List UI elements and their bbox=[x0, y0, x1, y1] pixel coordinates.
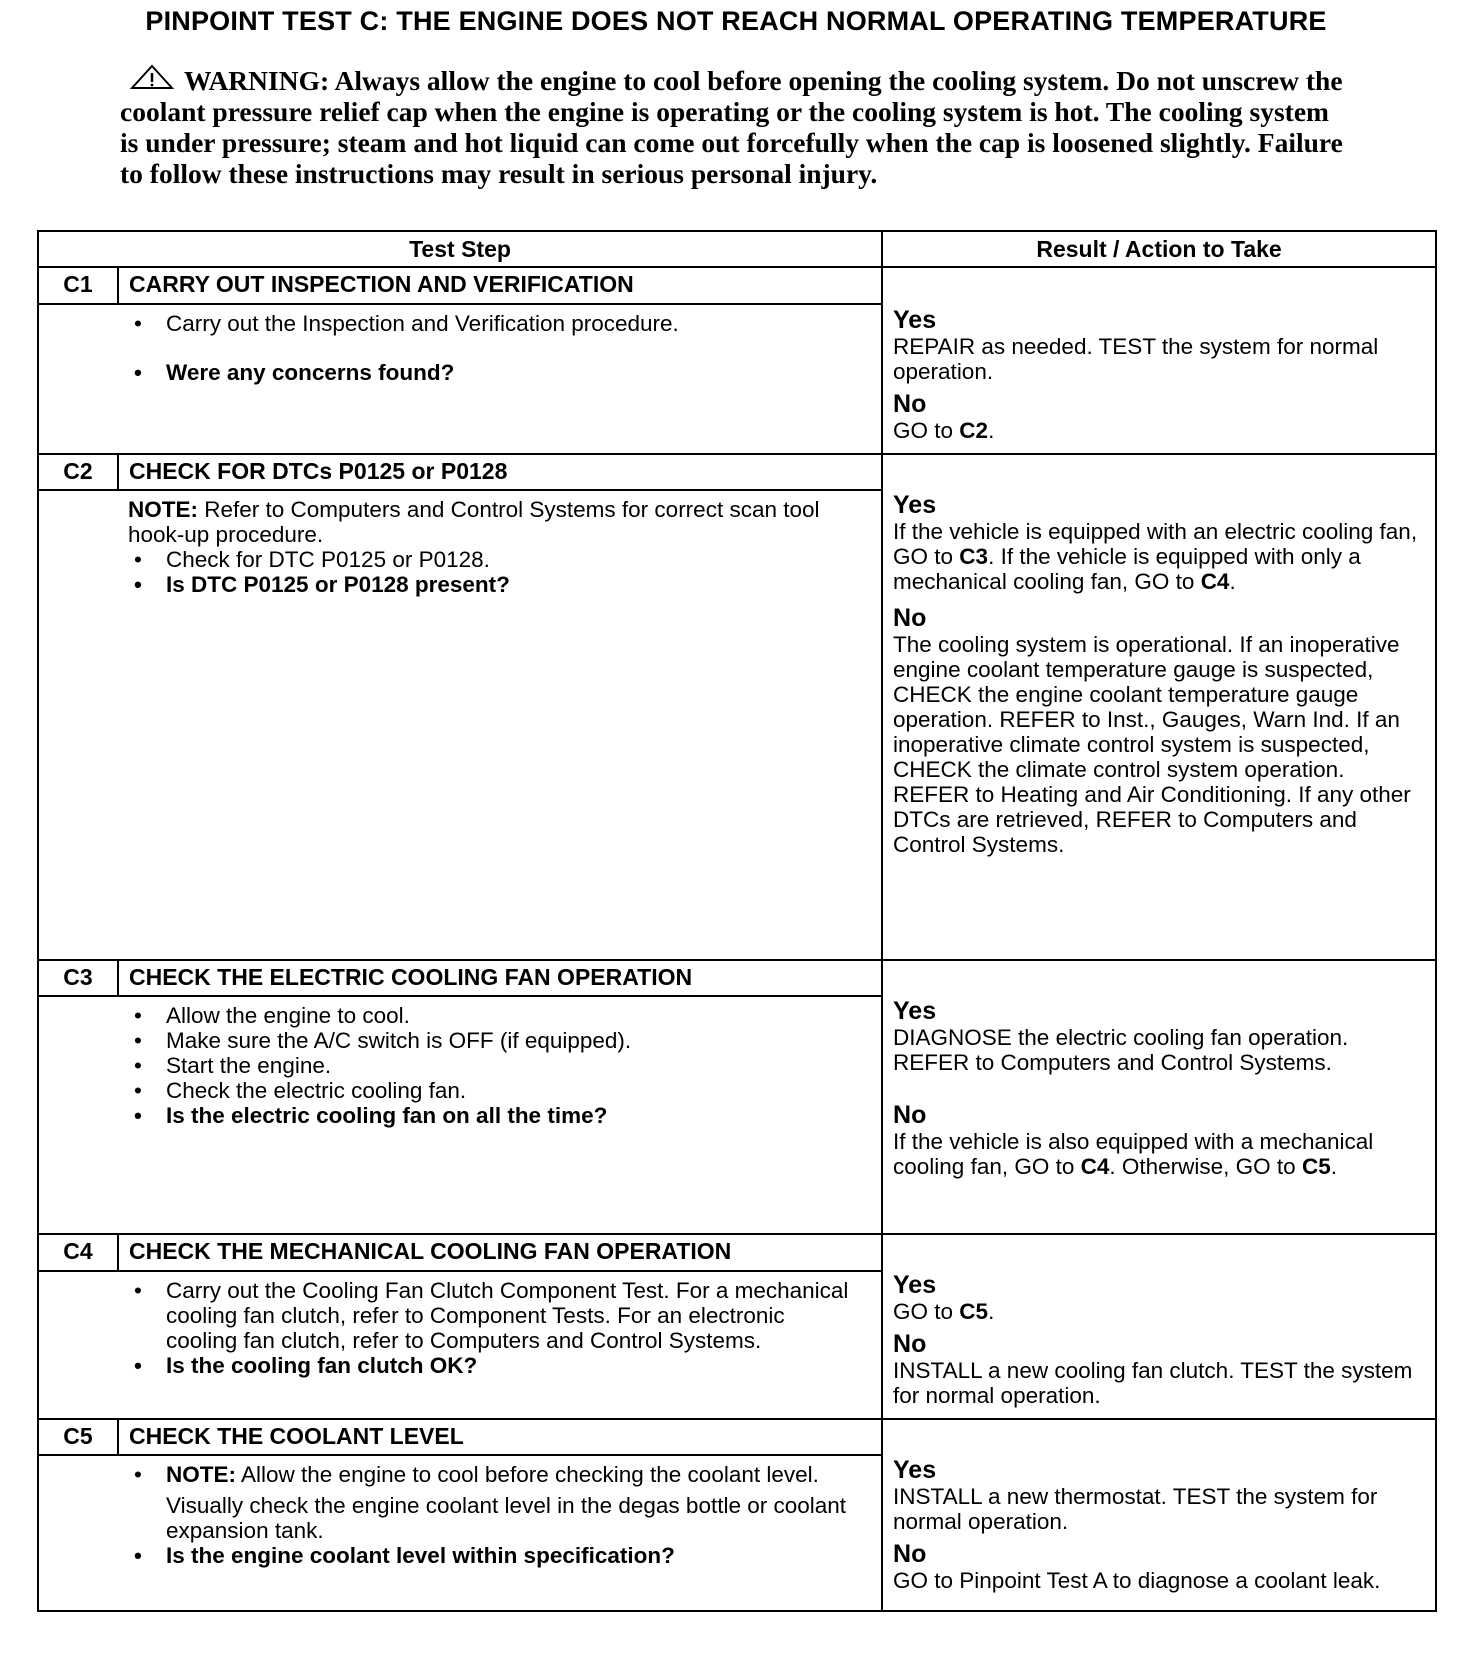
yes-label: Yes bbox=[893, 1271, 937, 1299]
no-text: INSTALL a new cooling fan clutch. TEST the system for normal operation. bbox=[893, 1358, 1413, 1408]
step-bullet: • Check for DTC P0125 or P0128. bbox=[128, 547, 861, 572]
step-id: C4 bbox=[38, 1234, 118, 1271]
step-body bbox=[118, 1455, 882, 1611]
step-id: C5 bbox=[38, 1419, 118, 1455]
no-label: No bbox=[893, 604, 927, 632]
no-text: GO to Pinpoint Test A to diagnose a coolant leak. bbox=[893, 1568, 1381, 1593]
step-title-row bbox=[38, 1419, 1436, 1455]
yes-label: Yes bbox=[893, 1456, 937, 1484]
step-result bbox=[882, 1419, 1436, 1611]
warning-text: WARNING: Always allow the engine to cool before opening the cooling system. Do not unscrew the coolant pressure relief cap when the engine is operating or the cooling system is hot. The cooling system is under pressure; steam and hot liquid can come out forcefully when the cap is loosened slightly. Failure to follow these instructions may result in serious personal injury. bbox=[120, 65, 1343, 189]
step-question: • Were any concerns found? bbox=[128, 360, 861, 385]
table-header-row bbox=[38, 231, 1436, 267]
warning-triangle-icon bbox=[130, 64, 174, 96]
yes-text: DIAGNOSE the electric cooling fan operation. REFER to Computers and Control Systems. bbox=[893, 1025, 1349, 1075]
step-bullet: • Make sure the A/C switch is OFF (if equipped). bbox=[128, 1028, 861, 1053]
no-label: No bbox=[893, 390, 927, 418]
no-text: If the vehicle is also equipped with a mechanical cooling fan, GO to C4. Otherwise, GO to C5. bbox=[893, 1129, 1374, 1179]
step-title: CHECK THE COOLANT LEVEL bbox=[118, 1419, 882, 1455]
step-body bbox=[118, 490, 882, 960]
step-body bbox=[118, 996, 882, 1234]
step-title: CHECK FOR DTCs P0125 or P0128 bbox=[118, 454, 882, 490]
no-text: The cooling system is operational. If an inoperative engine coolant temperature gauge is suspected, CHECK the engine coolant temperature gauge operation. REFER to Inst., Gauges, Warn Ind. If an inoperative climate control system is suspected, CHECK the climate control system operation. REFER to Heating and Air Conditioning. If any other DTCs are retrieved, REFER to Computers and Control Systems. bbox=[893, 632, 1411, 857]
yes-text: INSTALL a new thermostat. TEST the system for normal operation. bbox=[893, 1484, 1378, 1534]
step-question: • Is the cooling fan clutch OK? bbox=[128, 1353, 861, 1378]
header-test-step: Test Step bbox=[38, 231, 882, 267]
step-result bbox=[882, 267, 1436, 454]
step-result bbox=[882, 454, 1436, 960]
step-title: CHECK THE ELECTRIC COOLING FAN OPERATION bbox=[118, 960, 882, 996]
step-result bbox=[882, 1234, 1436, 1419]
step-title-row bbox=[38, 454, 1436, 490]
yes-text: If the vehicle is equipped with an electric cooling fan, GO to C3. If the vehicle is equipped with only a mechanical cooling fan, GO to C4. bbox=[893, 519, 1418, 594]
step-id: C1 bbox=[38, 267, 118, 304]
yes-label: Yes bbox=[893, 491, 937, 519]
yes-label: Yes bbox=[893, 997, 937, 1025]
step-bullet: • Allow the engine to cool. bbox=[128, 1003, 861, 1028]
page-title: PINPOINT TEST C: THE ENGINE DOES NOT REACH NORMAL OPERATING TEMPERATURE bbox=[145, 6, 1327, 36]
step-id: C2 bbox=[38, 454, 118, 490]
step-note: NOTE: Refer to Computers and Control Systems for correct scan tool hook-up procedure. bbox=[128, 497, 820, 547]
step-question: • Is the engine coolant level within specification? bbox=[128, 1543, 861, 1568]
no-text: GO to C2. bbox=[893, 418, 995, 443]
yes-text: REPAIR as needed. TEST the system for normal operation. bbox=[893, 334, 1379, 384]
step-body bbox=[118, 304, 882, 454]
no-label: No bbox=[893, 1101, 927, 1129]
step-bullet: • Carry out the Inspection and Verification procedure. bbox=[128, 311, 861, 336]
pinpoint-test-table bbox=[37, 230, 1437, 1612]
step-title: CHECK THE MECHANICAL COOLING FAN OPERATION bbox=[118, 1234, 882, 1271]
step-bullet: • Start the engine. bbox=[128, 1053, 861, 1078]
step-title-row bbox=[38, 1234, 1436, 1271]
no-label: No bbox=[893, 1330, 927, 1358]
step-title-row bbox=[38, 267, 1436, 304]
header-result: Result / Action to Take bbox=[882, 231, 1436, 267]
step-title: CARRY OUT INSPECTION AND VERIFICATION bbox=[118, 267, 882, 304]
step-body bbox=[118, 1271, 882, 1419]
warning-block bbox=[120, 64, 1350, 189]
step-instruction: Visually check the engine coolant level in the degas bottle or coolant expansion tank. bbox=[166, 1493, 847, 1543]
yes-label: Yes bbox=[893, 306, 937, 334]
step-id: C3 bbox=[38, 960, 118, 996]
step-note: • NOTE: Allow the engine to cool before checking the coolant level. bbox=[128, 1462, 861, 1487]
step-bullet: • Check the electric cooling fan. bbox=[128, 1078, 861, 1103]
step-question: • Is DTC P0125 or P0128 present? bbox=[128, 572, 861, 597]
no-label: No bbox=[893, 1540, 927, 1568]
step-result bbox=[882, 960, 1436, 1234]
step-question: • Is the electric cooling fan on all the time? bbox=[128, 1103, 861, 1128]
step-bullet: • Carry out the Cooling Fan Clutch Component Test. For a mechanical cooling fan clutch, refer to Component Tests. For an electronic cooling fan clutch, refer to Computers and Control Systems. bbox=[128, 1278, 861, 1353]
yes-text: GO to C5. bbox=[893, 1299, 995, 1324]
step-title-row bbox=[38, 960, 1436, 996]
